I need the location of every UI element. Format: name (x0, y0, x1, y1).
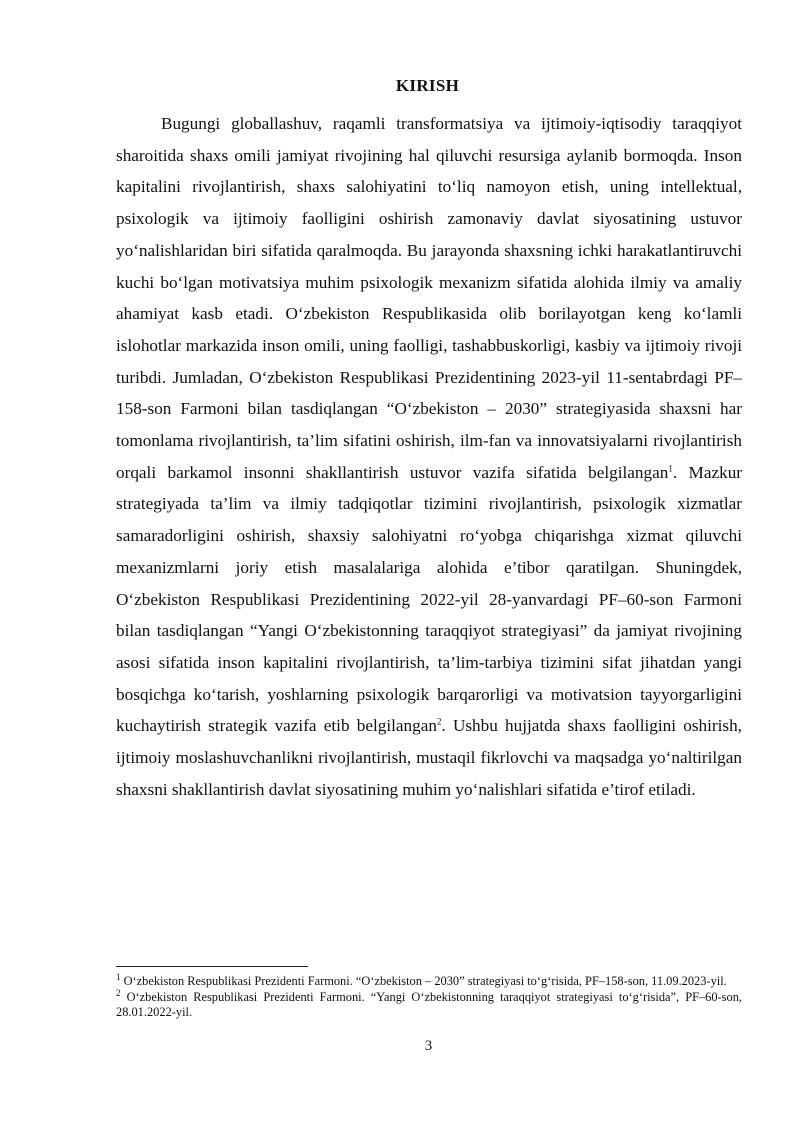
footnote-text-2: O‘zbekiston Respublikasi Prezidenti Farmoni. “Yangi O‘zbekistonning taraqqiyot strategiyasi to‘g‘risida”, PF–60-son, 28.01.2022-yil. (116, 990, 742, 1019)
page-number: 3 (424, 1038, 433, 1054)
body-paragraph (116, 108, 742, 805)
footnote-marker-1: 1 (116, 971, 121, 982)
footnotes (116, 971, 742, 1021)
paragraph-text-part-1: Bugungi globallashuv, raqamli transformatsiya va ijtimoiy-iqtisodiy taraqqiyot sharoitida shaxs omili jamiyat rivojining hal qiluvchi resursiga aylanib bormoqda. Inson kapitalini rivojlantirish, shaxs salohiyatini to‘liq namoyon etish, uning intellektual, psixologik va ijtimoiy faolligini oshirish zamonaviy davlat siyosatining ustuvor yo‘nalishlaridan biri sifatida qaralmoqda. Bu jarayonda shaxsning ichki harakatlantiruvchi kuchi bo‘lgan motivatsiya muhim psixologik mexanizm sifatida alohida ilmiy va amaliy ahamiyat kasb etadi. O‘zbekiston Respublikasida olib borilayotgan keng ko‘lamli islohotlar markazida inson omili, uning faolligi, tashabbuskorligi, kasbiy va ijtimoiy rivoji turibdi. Jumladan, O‘zbekiston Respublikasi Prezidentining 2023-yil 11-sentabrdagi PF–158-son Farmoni bilan tasdiqlangan “O‘zbekiston – 2030” strategiyasida shaxsni har tomonlama rivojlantirish, ta’lim sifatini oshirish, ilm-fan va innovatsiyalarni rivojlantirish orqali barkamol insonni shakllantirish ustuvor vazifa sifatida belgilangan (116, 114, 742, 482)
footnote-text-1: O‘zbekiston Respublikasi Prezidenti Farmoni. “O‘zbekiston – 2030” strategiyasi to‘g‘risida, PF–158-son, 11.09.2023-yil. (120, 974, 727, 988)
paragraph-text-part-3: . Ushbu hujjatda shaxs faolligini oshirish, ijtimoiy moslashuvchanlikni rivojlantirish, mustaqil fikrlovchi va maqsadga yo‘naltirilgan shaxsni shakllantirish davlat siyosatining muhim yo‘nalishlari sifatida e’tirof etiladi. (116, 716, 742, 799)
footnote-reference-1[interactable]: 1 (668, 463, 673, 473)
paragraph-text-part-2: . Mazkur strategiyada ta’lim va ilmiy tadqiqotlar tizimini rivojlantirish, psixologik xizmatlar samaradorligini oshirish, shaxsiy salohiyatni ro‘yobga chiqarishga xizmat qiluvchi mexanizmlarni joriy etish masalalariga alohida e’tibor qaratilgan. Shuningdek, O‘zbekiston Respublikasi Prezidentining 2022-yil 28-yanvardagi PF–60-son Farmoni bilan tasdiqlangan “Yangi O‘zbekistonning taraqqiyot strategiyasi” da jamiyat rivojining asosi sifatida inson kapitalini rivojlantirish, ta’lim-tarbiya tizimini sifat jihatdan yangi bosqichga ko‘tarish, yoshlarning psixologik barqarorligi va motivatsion tayyorgarligini kuchaytirish strategik vazifa etib belgilangan (116, 462, 743, 736)
footnote-1 (116, 971, 742, 989)
footnote-marker-2: 2 (116, 987, 121, 998)
footnote-2 (116, 987, 742, 1020)
section-heading: KIRISH (395, 76, 460, 95)
footnote-reference-2[interactable]: 2 (436, 716, 442, 727)
footnote-separator (116, 966, 308, 967)
